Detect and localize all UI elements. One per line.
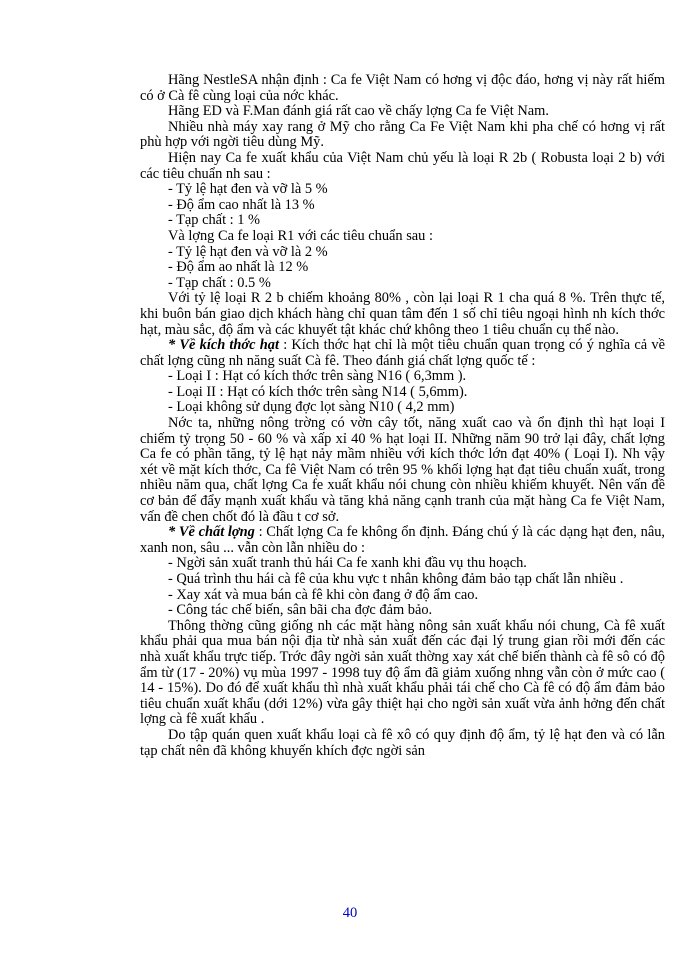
list-item: - Tạp chất : 0.5 % (168, 274, 271, 291)
list-item: - Loại I : Hạt có kích thớc trên sàng N16 ( 6,3mm ). (168, 368, 467, 385)
page-number: 40 (342, 905, 358, 921)
paragraph-trade-chain: Thông thờng cũng giống nh các mặt hàng nông sản xuất khẩu nói chung, Cà fê xuất khẩu phải qua mua bán nội địa từ nhà sản xuất đến các đại lý trung gian rồi mới đến các nhà xuất khẩu trực tiếp. Trớc đây ngời sản xuất thờng xay xát chế biến thành cà fê sô có độ ẩm từ (17 - 20%) vụ mùa 1997 - 1998 tuy độ ẩm đã giảm xuống nhng vẫn còn ở mức cao ( 14 - 15%). Do đó để xuất khẩu thì nhà xuất khẩu phải tái chế cho Cà fê có độ ẩm đảm bảo tiêu chuẩn xuất khẩu (dới 12%) vừa gây thiệt hại cho ngời sản xuất vừa ảnh hởng đến chất lợng cà fê xuất khẩu . (140, 617, 665, 728)
list-item: - Công tác chế biến, sân bãi cha đợc đảm bảo. (168, 602, 433, 619)
paragraph-r2b-share: Với tỷ lệ loại R 2 b chiếm khoảng 80% , còn lại loại R 1 cha quá 8 %. Trên thực tế, khi buôn bán giao dịch khách hàng chỉ quan tâm đến 1 số chỉ tiêu ngoại hình nh kích thớc hạt, màu sắc, độ ẩm và các khuyết tật khác chứ không theo 1 tiêu chuẩn cụ thể nào. (140, 290, 665, 338)
list-item: - Tỷ lệ hạt đen và vỡ là 5 % (168, 181, 328, 198)
paragraph-r1-standard: Và lợng Ca fe loại R1 với các tiêu chuẩn sau : (168, 227, 433, 244)
list-item: - Loại không sử dụng đợc lọt sàng N10 ( 4,2 mm) (168, 399, 455, 416)
paragraph-plantations: Nớc ta, những nông trờng có vờn cây tốt, năng xuất cao và ổn định thì hạt loại I chiếm tỷ trọng 50 - 60 % và xấp xỉ 40 % hạt loại II. Những năm 90 trở lại đây, chất lợng Ca fe có phần tăng, tỷ lệ hạt nảy mầm nhiều với kích thớc lớn đạt 40% ( Loại I). Nh vậy xét về mặt kích thớc, Ca fê Việt Nam có trên 95 % khối lợng hạt đạt tiêu chuẩn xuất, trong nhiều năm qua, chất lợng Ca fe xuất khẩu nói chung còn nhiều khiếm khuyết. Nên vấn đề cơ bản để đẩy mạnh xuất khẩu và tăng khả năng cạnh tranh của mặt hàng Ca fe Việt Nam, vấn đề chen chốt đó là đầu t cơ sở. (140, 415, 665, 525)
list-item: - Tỷ lệ hạt đen và vỡ là 2 % (168, 243, 328, 260)
list-item: - Tạp chất : 1 % (168, 212, 261, 229)
paragraph-us-roasters: Nhiều nhà máy xay rang ở Mỹ cho rằng Ca Fe Việt Nam khi pha chế có hơng vị rất phù hợp với ngời tiêu dùng Mỹ. (140, 118, 665, 151)
list-item: - Độ ẩm cao nhất là 13 % (168, 196, 315, 213)
list-item: - Độ ẩm ao nhất là 12 % (168, 259, 309, 276)
list-item: - Loại II : Hạt có kích thớc trên sàng N14 ( 5,6mm). (168, 383, 468, 400)
list-item: - Quá trình thu hái cà fê của khu vực t nhân không đảm bảo tạp chất lẫn nhiều . (168, 571, 624, 587)
list-item: - Xay xát và mua bán cà fê khi còn đang ở độ ẩm cao. (168, 586, 479, 603)
bean-size-text: : Kích thớc hạt chỉ là một tiêu chuẩn quan trọng có ý nghĩa cả về chất lợng cũng nh năng suất Cà fê. Theo đánh giá chất lợng quốc tế : (140, 337, 665, 369)
list-item: - Ngời sản xuất tranh thủ hái Ca fe xanh khi đầu vụ thu hoạch. (168, 555, 527, 572)
paragraph-r2b-standard: Hiện nay Ca fe xuất khẩu của Việt Nam chủ yếu là loại R 2b ( Robusta loại 2 b) với các tiêu chuẩn nh sau : (140, 149, 665, 182)
section-heading-bean-size: * Về kích thớc hạt (168, 337, 279, 354)
paragraph-quality (140, 525, 665, 556)
paragraph-nestle: Hãng NestleSA nhận định : Ca fe Việt Nam có hơng vị độc đáo, hơng vị này rất hiếm có ở Cà fê cùng loại của nớc khác. (140, 72, 665, 104)
body-text (140, 73, 665, 759)
paragraph-export-habit: Do tập quán quen xuất khẩu loại cà fê xô có quy định độ ẩm, tỷ lệ hạt đen và có lẫn tạp chất nên đã không khuyến khích đợc ngời sản (140, 726, 665, 759)
paragraph-bean-size (140, 338, 665, 369)
quality-text: : Chất lợng Ca fe không ổn định. Đáng chú ý là các dạng hạt đen, nâu, xanh non, sâu ... vẫn còn lẫn nhiều do : (140, 524, 666, 556)
section-heading-quality: * Về chất lợng (168, 524, 255, 541)
paragraph-ed-fman: Hãng ED và F.Man đánh giá rất cao về chấy lợng Ca fe Việt Nam. (168, 103, 549, 120)
